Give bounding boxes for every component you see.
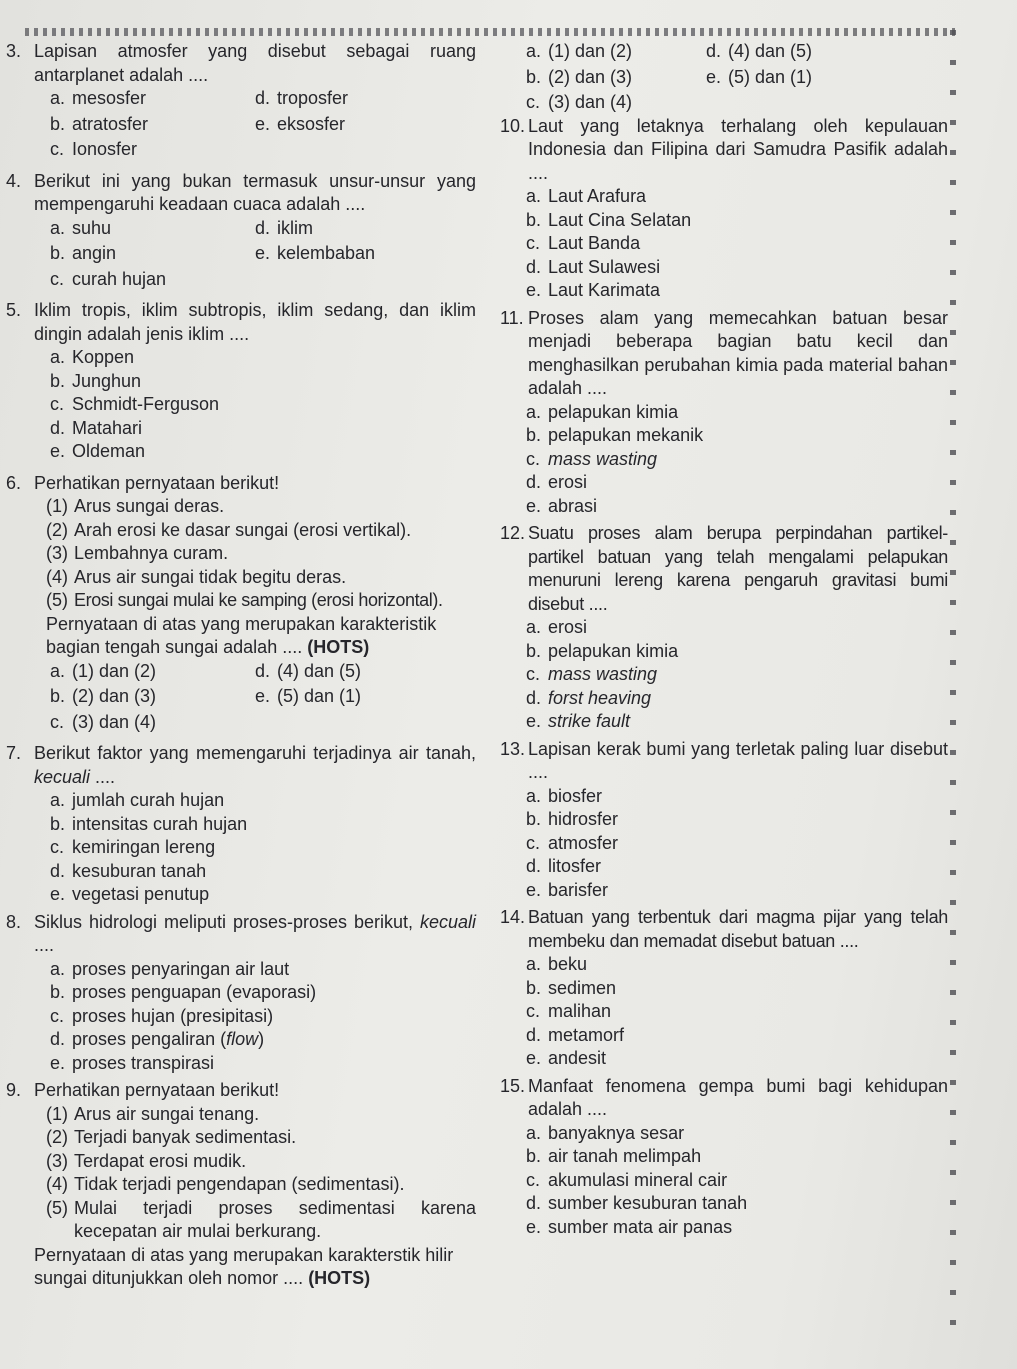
option-e[interactable]: e. barisfer <box>526 879 609 900</box>
option-b[interactable]: b. hidrosfer <box>526 809 619 829</box>
option-e[interactable]: e. kelembaban <box>255 243 376 263</box>
question-14 <box>500 906 948 1071</box>
question-8 <box>6 911 476 1076</box>
option-a[interactable]: a. (1) dan (2) <box>50 660 157 681</box>
options-list <box>526 401 948 519</box>
option-c[interactable]: c. mass wasting <box>526 448 658 469</box>
right-column <box>500 40 948 1239</box>
option-b[interactable]: b. intensitas curah hujan <box>50 813 248 834</box>
question-3-options-continued <box>500 40 948 115</box>
option-c[interactable]: c. Schmidt-Ferguson <box>50 394 220 414</box>
option-e[interactable]: e. andesit <box>526 1048 607 1068</box>
option-b[interactable]: b. air tanah melimpah <box>526 1146 702 1166</box>
question-4 <box>6 170 476 292</box>
question-6 <box>6 472 476 735</box>
option-a[interactable]: a. erosi <box>526 617 588 637</box>
question-number: 15. <box>500 1075 526 1096</box>
options-list <box>526 616 948 734</box>
question-number: 6. <box>6 472 22 493</box>
option-a[interactable]: a. Koppen <box>50 347 135 367</box>
question-12 <box>500 522 948 734</box>
question-13 <box>500 738 948 903</box>
option-d[interactable]: d. Matahari <box>50 417 143 438</box>
option-d[interactable]: d. kesuburan tanah <box>50 860 207 881</box>
question-number: 10. <box>500 115 526 136</box>
option-c[interactable]: c. curah hujan <box>50 268 167 289</box>
question-stem: Berikut faktor yang memengaruhi terjadinya air tanah, kecuali .... <box>34 743 476 787</box>
option-d[interactable]: d. sumber kesuburan tanah <box>526 1193 748 1213</box>
question-number: 4. <box>6 170 22 191</box>
question-stem: Lapisan kerak bumi yang terletak paling luar disebut .... <box>528 738 948 782</box>
option-b[interactable]: b. pelapukan mekanik <box>526 425 704 445</box>
question-followup: Pernyataan di atas yang merupakan karakteristik bagian tengah sungai adalah .... (HOTS) <box>46 613 437 657</box>
option-a[interactable]: a. suhu <box>50 217 112 238</box>
options-list <box>526 185 948 303</box>
option-a[interactable]: a. pelapukan kimia <box>526 401 679 422</box>
question-stem: Lapisan atmosfer yang disebut sebagai ruang antarplanet adalah .... <box>34 41 476 85</box>
option-b[interactable]: b. proses penguapan (evaporasi) <box>50 982 317 1002</box>
question-stem: Iklim tropis, iklim subtropis, iklim sedang, dan iklim dingin adalah jenis iklim .... <box>34 300 476 344</box>
option-d[interactable]: d. (4) dan (5) <box>706 41 813 61</box>
statement-item: (2) Terjadi banyak sedimentasi. <box>46 1127 297 1147</box>
options-grid <box>50 87 476 162</box>
question-number: 14. <box>500 907 526 927</box>
option-c[interactable]: c. Laut Banda <box>526 233 641 253</box>
option-d[interactable]: d. iklim <box>255 217 313 238</box>
option-a[interactable]: a. proses penyaringan air laut <box>50 958 290 979</box>
left-column <box>6 40 476 1291</box>
question-11 <box>500 307 948 519</box>
statement-item: (2) Arah erosi ke dasar sungai (erosi vertikal). <box>46 519 412 540</box>
option-c[interactable]: c. kemiringan lereng <box>50 837 216 857</box>
option-b[interactable]: b. pelapukan kimia <box>526 640 679 661</box>
question-number: 12. <box>500 523 526 543</box>
statement-item: (4) Tidak terjadi pengendapan (sedimentasi). <box>46 1174 405 1194</box>
options-grid <box>526 40 948 115</box>
hots-tag: (HOTS) <box>307 637 370 657</box>
question-7 <box>6 742 476 907</box>
option-e[interactable]: e. (5) dan (1) <box>255 686 362 706</box>
question-stem: Manfaat fenomena gempa bumi bagi kehidupan adalah .... <box>528 1075 948 1119</box>
option-b[interactable]: b. atratosfer <box>50 113 149 134</box>
statement-item: (3) Lembahnya curam. <box>46 543 229 563</box>
option-e[interactable]: e. eksosfer <box>255 113 346 134</box>
option-c[interactable]: c. (3) dan (4) <box>50 711 157 732</box>
option-d[interactable]: d. (4) dan (5) <box>255 660 362 681</box>
option-b[interactable]: b. (2) dan (3) <box>50 686 157 706</box>
option-c[interactable]: c. proses hujan (presipitasi) <box>50 1005 274 1026</box>
option-c[interactable]: c. atmosfer <box>526 832 619 853</box>
options-grid <box>50 217 476 292</box>
option-b[interactable]: b. angin <box>50 243 117 263</box>
statement-list <box>46 495 476 613</box>
question-stem: Batuan yang terbentuk dari magma pijar yang telah membeku dan memadat disebut batuan .... <box>528 907 948 951</box>
question-stem: Perhatikan pernyataan berikut! <box>34 1080 280 1100</box>
statement-item: (4) Arus air sungai tidak begitu deras. <box>46 566 347 587</box>
option-b[interactable]: b. (2) dan (3) <box>526 66 633 87</box>
options-list <box>50 789 476 907</box>
option-d[interactable]: d. troposfer <box>255 88 349 108</box>
binding-holes-right <box>950 30 956 1350</box>
option-e[interactable]: e. vegetasi penutup <box>50 884 210 904</box>
question-stem: Siklus hidrologi meliputi proses-proses berikut, kecuali .... <box>34 911 476 955</box>
question-number: 8. <box>6 911 22 932</box>
option-d[interactable]: d. forst heaving <box>526 687 652 708</box>
question-number: 13. <box>500 738 526 759</box>
option-a[interactable]: a. beku <box>526 954 588 974</box>
options-list <box>50 958 476 1076</box>
option-a[interactable]: a. (1) dan (2) <box>526 41 633 61</box>
question-number: 5. <box>6 300 22 320</box>
option-e[interactable]: e. abrasi <box>526 495 598 516</box>
option-a[interactable]: a. banyaknya sesar <box>526 1122 685 1143</box>
statement-item: (5) Erosi sungai mulai ke samping (erosi horizontal). <box>46 590 443 610</box>
question-3 <box>6 40 476 162</box>
option-b[interactable]: b. sedimen <box>526 977 617 998</box>
question-10 <box>500 115 948 303</box>
option-e[interactable]: e. sumber mata air panas <box>526 1216 733 1237</box>
question-number: 9. <box>6 1080 22 1100</box>
question-stem: Suatu proses alam berupa perpindahan partikel-partikel batuan yang telah mengalami pelapukan menuruni lereng karena pengaruh gravitasi bumi disebut .... <box>528 523 948 614</box>
statement-item: (5) Mulai terjadi proses sedimentasi karena kecepatan air mulai berkurang. <box>46 1197 476 1241</box>
question-5 <box>6 299 476 464</box>
option-e[interactable]: e. (5) dan (1) <box>706 66 813 87</box>
option-a[interactable]: a. jumlah curah hujan <box>50 790 225 810</box>
option-d[interactable]: d. Laut Sulawesi <box>526 256 661 277</box>
option-b[interactable]: b. Laut Cina Selatan <box>526 209 692 230</box>
option-c[interactable]: c. mass wasting <box>526 664 658 684</box>
option-d[interactable]: d. metamorf <box>526 1024 625 1045</box>
options-grid <box>50 660 476 735</box>
option-c[interactable]: c. malihan <box>526 1001 612 1021</box>
question-stem: Laut yang letaknya terhalang oleh kepulauan Indonesia dan Filipina dari Samudra Pasifik adalah .... <box>528 115 948 183</box>
statement-list <box>46 1103 476 1244</box>
question-9 <box>6 1079 476 1291</box>
binding-holes-top <box>25 28 955 36</box>
statement-item: (1) Arus sungai deras. <box>46 496 225 516</box>
option-a[interactable]: a. Laut Arafura <box>526 186 647 206</box>
option-d[interactable]: d. erosi <box>526 472 588 492</box>
option-c[interactable]: c. akumulasi mineral cair <box>526 1169 728 1190</box>
question-followup: Pernyataan di atas yang merupakan karakterstik hilir sungai ditunjukkan oleh nomor .... (HOTS) <box>34 1244 454 1288</box>
option-a[interactable]: a. mesosfer <box>50 88 147 108</box>
statement-item: (3) Terdapat erosi mudik. <box>46 1150 247 1171</box>
option-e[interactable]: e. proses transpirasi <box>50 1052 215 1073</box>
question-number: 3. <box>6 41 22 61</box>
question-number: 7. <box>6 743 22 763</box>
question-stem: Perhatikan pernyataan berikut! <box>34 472 280 493</box>
question-stem: Berikut ini yang bukan termasuk unsur-unsur yang mempengaruhi keadaan cuaca adalah .... <box>34 170 476 214</box>
option-b[interactable]: b. Junghun <box>50 370 142 391</box>
question-15 <box>500 1075 948 1240</box>
option-d[interactable]: d. proses pengaliran (flow) <box>50 1029 265 1049</box>
option-d[interactable]: d. litosfer <box>526 856 602 876</box>
option-c[interactable]: c. Ionosfer <box>50 139 138 159</box>
option-c[interactable]: c. (3) dan (4) <box>526 92 633 112</box>
statement-item: (1) Arus air sungai tenang. <box>46 1103 260 1124</box>
question-stem: Proses alam yang memecahkan batuan besar menjadi beberapa bagian batu kecil dan menghasilkan perubahan kimia pada material bahan adalah .... <box>528 307 948 398</box>
option-e[interactable]: e. strike fault <box>526 711 631 731</box>
options-list <box>526 785 948 903</box>
option-e[interactable]: e. Oldeman <box>50 441 146 461</box>
option-e[interactable]: e. Laut Karimata <box>526 280 661 300</box>
options-list <box>50 346 476 464</box>
options-list <box>526 1122 948 1240</box>
options-list <box>526 953 948 1071</box>
option-a[interactable]: a. biosfer <box>526 785 603 806</box>
question-number: 11. <box>500 307 524 328</box>
hots-tag: (HOTS) <box>308 1268 371 1288</box>
